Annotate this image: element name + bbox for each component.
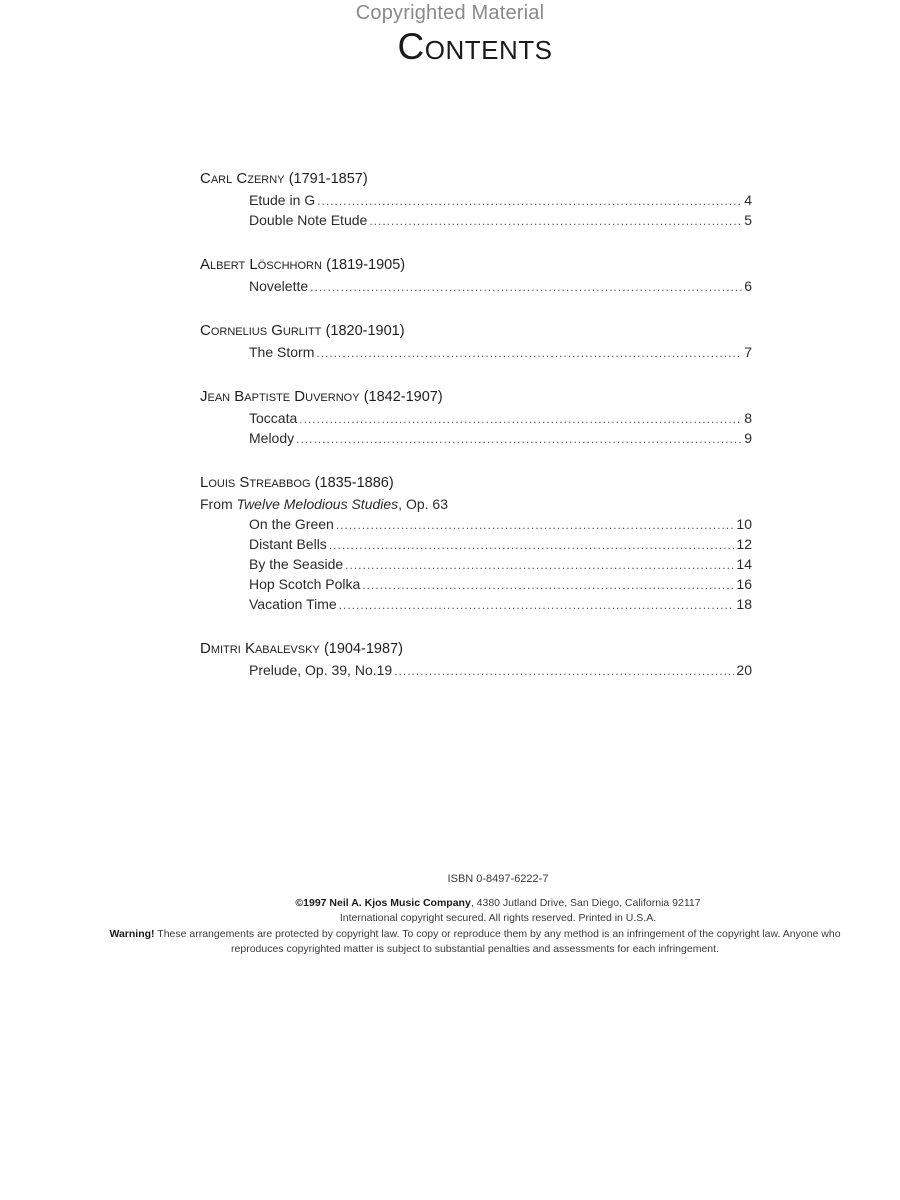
- rights-statement: International copyright secured. All rights reserved. Printed in U.S.A.: [339, 912, 657, 924]
- piece-title: By the Seaside: [249, 556, 344, 572]
- dot-leader: [362, 575, 734, 595]
- opus-suffix: , Op. 63: [398, 496, 448, 512]
- composer-heading: [200, 320, 752, 342]
- page-number: 9: [744, 430, 752, 446]
- toc-section-duvernoy: [200, 386, 752, 448]
- dot-leader: [299, 409, 742, 429]
- dot-leader: [394, 661, 734, 681]
- page-number: 18: [736, 596, 752, 612]
- toc-entry[interactable]: [249, 210, 752, 230]
- publisher-footer: [100, 872, 850, 957]
- composer-dates: (1791-1857): [288, 171, 368, 187]
- composer-name: Dmitri Kabalevsky: [200, 640, 320, 657]
- table-of-contents: [200, 168, 752, 704]
- toc-section-czerny: [200, 168, 752, 230]
- composer-name: Cornelius Gurlitt: [200, 322, 322, 339]
- composer-dates: (1820-1901): [325, 323, 405, 339]
- composer-name: Albert Löschhorn: [200, 256, 322, 273]
- piece-title: Toccata: [249, 410, 298, 426]
- composer-dates: (1835-1886): [314, 475, 394, 491]
- copyright-line: [146, 896, 850, 911]
- isbn: ISBN 0-8497-6222-7: [447, 873, 549, 885]
- page-number: 4: [744, 192, 752, 208]
- toc-entry[interactable]: [249, 574, 752, 594]
- composer-name: Carl Czerny: [200, 170, 285, 187]
- dot-leader: [316, 343, 742, 363]
- composer-name: Louis Streabbog: [200, 474, 311, 491]
- toc-section-streabbog: [200, 472, 752, 614]
- piece-title: Double Note Etude: [249, 212, 368, 228]
- watermark: Copyrighted Material: [355, 2, 545, 24]
- composer-dates: (1842-1907): [363, 389, 443, 405]
- piece-title: Hop Scotch Polka: [249, 576, 361, 592]
- toc-section-loschhorn: [200, 254, 752, 296]
- toc-entry[interactable]: [249, 276, 752, 296]
- toc-entry[interactable]: [249, 514, 752, 534]
- dot-leader: [317, 191, 742, 211]
- dot-leader: [310, 277, 742, 297]
- composer-dates: (1819-1905): [326, 257, 406, 273]
- piece-title: Etude in G: [249, 192, 316, 208]
- piece-title: On the Green: [249, 516, 334, 532]
- warning-label: Warning!: [109, 928, 155, 940]
- page-number: 5: [744, 212, 752, 228]
- page-number: 20: [736, 662, 752, 678]
- collection-source: [200, 494, 752, 514]
- piece-title: Vacation Time: [249, 596, 337, 612]
- copyright-warning: [100, 927, 850, 957]
- page-number: 8: [744, 410, 752, 426]
- toc-entry[interactable]: [249, 428, 752, 448]
- composer-dates: (1904-1987): [323, 641, 403, 657]
- dot-leader: [336, 515, 735, 535]
- toc-entry[interactable]: [249, 408, 752, 428]
- toc-entry[interactable]: [249, 534, 752, 554]
- publisher-address: , 4380 Jutland Drive, San Diego, California 92117: [470, 897, 701, 909]
- toc-section-gurlitt: [200, 320, 752, 362]
- dot-leader: [369, 211, 742, 231]
- toc-entry[interactable]: [249, 554, 752, 574]
- composer-name: Jean Baptiste Duvernoy: [200, 388, 360, 405]
- page-number: 6: [744, 278, 752, 294]
- composer-heading: [200, 472, 752, 494]
- toc-entry[interactable]: [249, 342, 752, 362]
- page-number: 14: [736, 556, 752, 572]
- composer-heading: [200, 168, 752, 190]
- composer-heading: [200, 254, 752, 276]
- page-number: 16: [736, 576, 752, 592]
- dot-leader: [345, 555, 734, 575]
- toc-entry[interactable]: [249, 594, 752, 614]
- dot-leader: [339, 595, 735, 615]
- piece-title: Melody: [249, 430, 295, 446]
- publisher-name: ©1997 Neil A. Kjos Music Company: [295, 897, 471, 909]
- piece-title: Prelude, Op. 39, No.19: [249, 662, 393, 678]
- composer-heading: [200, 638, 752, 660]
- dot-leader: [296, 429, 742, 449]
- from-prefix: From: [200, 496, 237, 512]
- warning-text: These arrangements are protected by copyright law. To copy or reproduce them by any method is an infringement of the copyright law. Anyone who reproduces copyrighted matter is subject to substantial penalties and assessments for each infringement.: [154, 928, 841, 955]
- page-number: 7: [744, 344, 752, 360]
- page-number: 12: [736, 536, 752, 552]
- toc-entry[interactable]: [249, 660, 752, 680]
- piece-title: The Storm: [249, 344, 315, 360]
- dot-leader: [329, 535, 735, 555]
- piece-title: Distant Bells: [249, 536, 327, 552]
- collection-title: Twelve Melodious Studies: [236, 496, 399, 512]
- toc-section-kabalevsky: [200, 638, 752, 680]
- page-number: 10: [736, 516, 752, 532]
- piece-title: Novelette: [249, 278, 309, 294]
- composer-heading: [200, 386, 752, 408]
- page-title: Contents: [397, 26, 553, 67]
- toc-entry[interactable]: [249, 190, 752, 210]
